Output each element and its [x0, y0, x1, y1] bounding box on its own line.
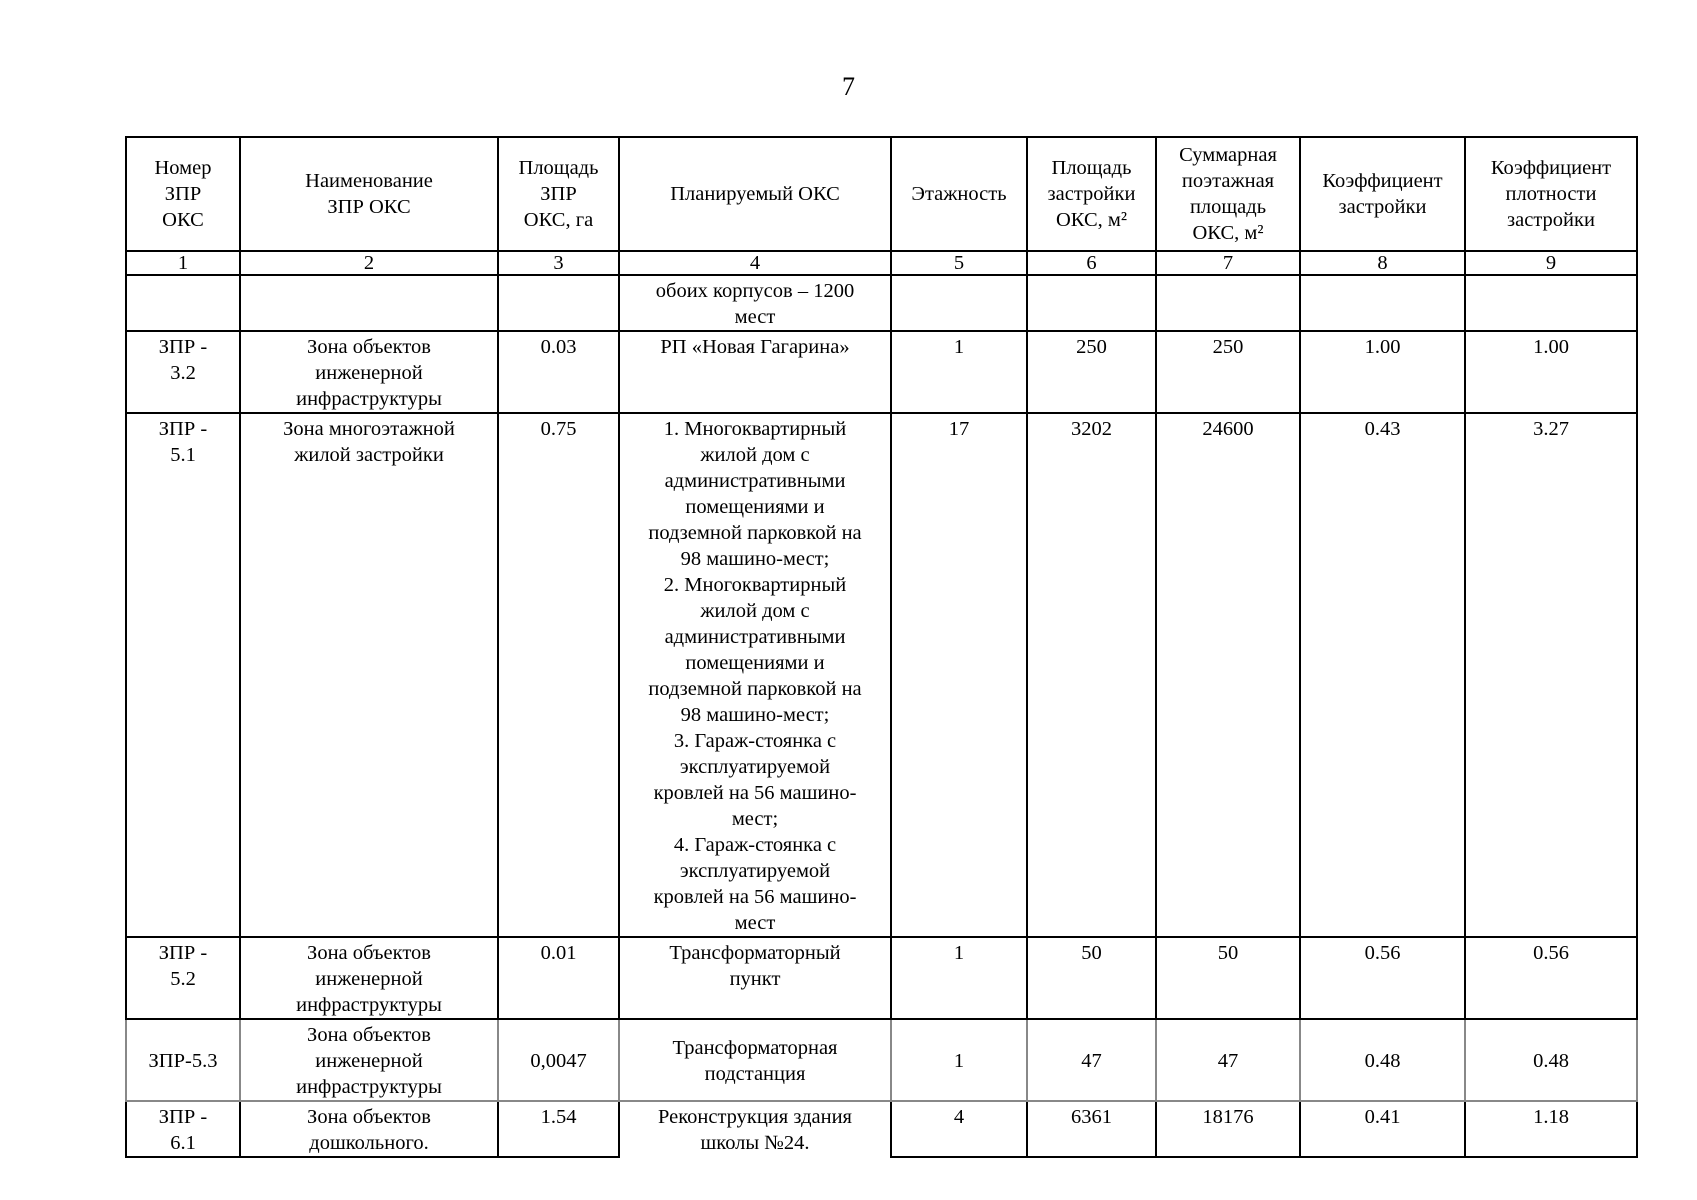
header-building-area: Площадь застройки ОКС, м² — [1027, 137, 1156, 251]
column-number: 1 — [126, 251, 240, 275]
table-row — [126, 1101, 1637, 1157]
cell-building-area: 250 — [1027, 331, 1156, 413]
header-density-coefficient: Коэффициент плотности застройки — [1465, 137, 1637, 251]
cell-floors: 1 — [891, 1019, 1027, 1101]
header-zpr-area: Площадь ЗПР ОКС, га — [498, 137, 619, 251]
cell-density-coefficient: 3.27 — [1465, 413, 1637, 937]
column-number: 5 — [891, 251, 1027, 275]
cell-building-area: 47 — [1027, 1019, 1156, 1101]
cell-density-coefficient: 1.00 — [1465, 331, 1637, 413]
cell-planned-oks: Трансформаторная подстанция — [619, 1019, 891, 1101]
header-planned-oks: Планируемый ОКС — [619, 137, 891, 251]
column-number: 8 — [1300, 251, 1465, 275]
table-row — [126, 275, 1637, 331]
page-number: 7 — [842, 72, 855, 101]
cell-zpr-area: 0.03 — [498, 331, 619, 413]
cell-zpr-number: ЗПР - 5.1 — [126, 413, 240, 937]
cell-building-coefficient: 0.56 — [1300, 937, 1465, 1019]
cell-zpr-name — [240, 275, 498, 331]
cell-total-floor-area: 47 — [1156, 1019, 1300, 1101]
table-row — [126, 937, 1637, 1019]
cell-building-coefficient: 0.48 — [1300, 1019, 1465, 1101]
cell-floors: 17 — [891, 413, 1027, 937]
cell-total-floor-area: 50 — [1156, 937, 1300, 1019]
table-row — [126, 331, 1637, 413]
cell-zpr-area: 0.01 — [498, 937, 619, 1019]
column-number: 2 — [240, 251, 498, 275]
cell-building-area: 6361 — [1027, 1101, 1156, 1157]
cell-floors: 4 — [891, 1101, 1027, 1157]
cell-zpr-name: Зона объектов инженерной инфраструктуры — [240, 1019, 498, 1101]
cell-zpr-number: ЗПР - 6.1 — [126, 1101, 240, 1157]
cell-density-coefficient: 0.56 — [1465, 937, 1637, 1019]
cell-zpr-area: 1.54 — [498, 1101, 619, 1157]
header-floors: Этажность — [891, 137, 1027, 251]
table-row — [126, 413, 1637, 937]
cell-planned-oks: 1. Многоквартирный жилой дом с административными помещениями и подземной парковкой на 98 машино-мест; 2. Многоквартирный жилой дом с административными помещениями и подземной парковкой на 98 машино-мест; 3. Гараж-стоянка с эксплуатируемой кровлей на 56 машино- мест; 4. Гараж-стоянка с эксплуатируемой кровлей на 56 машино- мест — [619, 413, 891, 937]
header-building-coefficient: Коэффициент застройки — [1300, 137, 1465, 251]
cell-planned-oks: Реконструкция здания школы №24. — [619, 1101, 891, 1157]
cell-zpr-name: Зона многоэтажной жилой застройки — [240, 413, 498, 937]
cell-building-area: 50 — [1027, 937, 1156, 1019]
cell-zpr-number: ЗПР - 3.2 — [126, 331, 240, 413]
cell-zpr-name: Зона объектов дошкольного. — [240, 1101, 498, 1157]
cell-building-area — [1027, 275, 1156, 331]
cell-total-floor-area: 250 — [1156, 331, 1300, 413]
column-number: 6 — [1027, 251, 1156, 275]
header-row — [126, 137, 1637, 251]
column-numbers-row — [126, 251, 1637, 275]
cell-zpr-area: 0.75 — [498, 413, 619, 937]
cell-building-coefficient — [1300, 275, 1465, 331]
cell-density-coefficient: 1.18 — [1465, 1101, 1637, 1157]
cell-density-coefficient — [1465, 275, 1637, 331]
table-row — [126, 1019, 1637, 1101]
cell-planned-oks: обоих корпусов – 1200 мест — [619, 275, 891, 331]
column-number: 4 — [619, 251, 891, 275]
cell-total-floor-area: 24600 — [1156, 413, 1300, 937]
cell-zpr-name: Зона объектов инженерной инфраструктуры — [240, 331, 498, 413]
cell-building-area: 3202 — [1027, 413, 1156, 937]
header-zpr-name: Наименование ЗПР ОКС — [240, 137, 498, 251]
column-number: 9 — [1465, 251, 1637, 275]
cell-floors: 1 — [891, 331, 1027, 413]
header-zpr-number: Номер ЗПР ОКС — [126, 137, 240, 251]
cell-total-floor-area — [1156, 275, 1300, 331]
cell-planned-oks: РП «Новая Гагарина» — [619, 331, 891, 413]
cell-floors — [891, 275, 1027, 331]
cell-building-coefficient: 0.43 — [1300, 413, 1465, 937]
cell-building-coefficient: 1.00 — [1300, 331, 1465, 413]
cell-zpr-number — [126, 275, 240, 331]
column-number: 7 — [1156, 251, 1300, 275]
cell-floors: 1 — [891, 937, 1027, 1019]
header-total-floor-area: Суммарная поэтажная площадь ОКС, м² — [1156, 137, 1300, 251]
zpr-oks-table — [125, 136, 1638, 1158]
cell-zpr-name: Зона объектов инженерной инфраструктуры — [240, 937, 498, 1019]
cell-planned-oks: Трансформаторный пункт — [619, 937, 891, 1019]
cell-building-coefficient: 0.41 — [1300, 1101, 1465, 1157]
cell-zpr-number: ЗПР - 5.2 — [126, 937, 240, 1019]
cell-density-coefficient: 0.48 — [1465, 1019, 1637, 1101]
cell-total-floor-area: 18176 — [1156, 1101, 1300, 1157]
column-number: 3 — [498, 251, 619, 275]
cell-zpr-area: 0,0047 — [498, 1019, 619, 1101]
cell-zpr-area — [498, 275, 619, 331]
cell-zpr-number: ЗПР-5.3 — [126, 1019, 240, 1101]
